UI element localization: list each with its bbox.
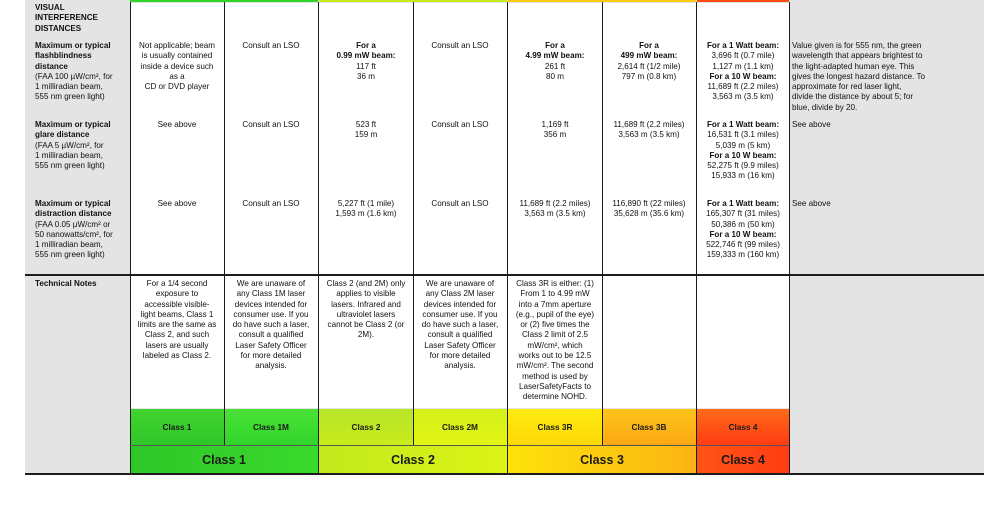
group-class-2-band [319, 446, 507, 474]
distraction-class4-cell [697, 198, 789, 272]
flash-class3b-b2: 499 mW beam: [620, 51, 678, 61]
glare-note-cell [789, 119, 984, 195]
glare-class2m-text: Consult an LSO [431, 120, 489, 129]
tech-class2-5: cannot be Class 2 (or [327, 320, 405, 330]
row-label-technical-notes [25, 278, 130, 406]
distraction-class4-1: For a 1 Watt beam: [706, 199, 780, 208]
tech-class1-4: light beams, Class 1 [140, 309, 214, 319]
distraction-class2m-cell [413, 198, 507, 272]
flash-class3r-b1: For a [545, 41, 565, 50]
distraction-sub-3: 1 milliradian beam, [35, 240, 103, 250]
tech-class2m-9: analysis. [444, 361, 476, 371]
flash-class1m-text: Consult an LSO [242, 41, 300, 50]
glare-class3r-2: 356 m [543, 130, 567, 140]
tech-class3r-7: mW/cm², which [527, 340, 583, 350]
flash-class3b-1: 2,614 ft (1/2 mile) [617, 61, 681, 71]
glare-class1m-text: Consult an LSO [242, 120, 300, 129]
flash-class4-5: 11,689 ft (2.2 miles) [707, 82, 779, 92]
tech-class1m-6: consult a qualified [238, 330, 304, 340]
section-label [25, 2, 130, 36]
class-4-band [697, 409, 789, 445]
tech-label: Technical Notes [35, 279, 97, 288]
flash-class1-5: CD or DVD player [144, 82, 210, 92]
tech-class3r-3: into a 7mm aperture [518, 299, 592, 309]
rule-v-4 [413, 2, 414, 445]
glare-class3r-1: 1,169 ft [541, 120, 569, 129]
flash-class1m-cell [224, 40, 318, 116]
flash-class3b-b1: For a [639, 41, 659, 50]
distraction-sub-1: (FAA 0.05 µW/cm² or [35, 219, 111, 229]
tech-class3r-2: From 1 to 4.99 mW [520, 289, 590, 299]
class4-top-bar [697, 0, 789, 2]
tech-class2m-3: devices intended for [423, 299, 497, 309]
glare-class3b-2: 3,563 m (3.5 km) [618, 130, 680, 140]
tech-class2m-1: We are unaware of [425, 279, 495, 288]
tech-class1-7: lasers are usually [145, 340, 209, 350]
distraction-class1m-text: Consult an LSO [242, 199, 300, 208]
tech-class1m-5: do have such a laser, [232, 320, 310, 330]
flash-class1-3: inside a device such [140, 61, 214, 71]
flash-note-5: approximate for red laser light, [792, 82, 902, 92]
rule-v-3 [318, 2, 319, 474]
tech-class3r-11: LaserSafetyFacts to [519, 381, 591, 391]
rule-v-2 [224, 2, 225, 445]
tech-class1-cell [130, 278, 224, 406]
rule-h-bottom [25, 473, 984, 475]
flash-class3r-cell [508, 40, 602, 116]
class-1m-band [224, 409, 318, 445]
tech-class1m-7: Laser Safety Officer [235, 340, 307, 350]
glare-class2-1: 523 ft [355, 120, 377, 129]
glare-class2-cell [319, 119, 413, 195]
group-class-3-label: Class 3 [580, 453, 624, 467]
tech-class2-6: 2M). [357, 330, 375, 340]
row-label-distraction [25, 198, 130, 272]
tech-class3r-4: (e.g., pupil of the eye) [515, 309, 595, 319]
distraction-class3r-1: 11,689 ft (2.2 miles) [519, 199, 591, 208]
tech-class1-8: labeled as Class 2. [142, 351, 212, 361]
tech-class3r-10: method is used by [522, 371, 588, 381]
distraction-label-1: Maximum or typical [35, 199, 111, 208]
flash-note-3: the light-adapted human eye. This [792, 61, 915, 71]
tech-class2-2: applies to visible [336, 289, 396, 299]
glare-class1-cell [130, 119, 224, 195]
glare-note-text: See above [792, 120, 831, 129]
flash-class1-4: as a [169, 71, 185, 81]
flash-note-1: Value given is for 555 nm, the green [792, 41, 922, 50]
tech-class1-3: accessible visible- [144, 299, 210, 309]
distraction-class4-5: 522,746 ft (99 miles) [706, 240, 780, 250]
tech-class2m-cell [413, 278, 507, 406]
rule-h-bands [130, 445, 789, 446]
glare-sub-3: 555 nm green light) [35, 161, 105, 171]
glare-class2-2: 159 m [354, 130, 378, 140]
flash-sub-3: 555 nm green light) [35, 92, 105, 102]
flash-class3b-cell [602, 40, 696, 116]
distraction-class2-cell [319, 198, 413, 272]
tech-class1m-8: for more detailed [240, 351, 302, 361]
tech-class3r-9: mW/cm². The second [516, 361, 594, 371]
tech-class1m-3: devices intended for [234, 299, 308, 309]
class-1m-band-label: Class 1M [253, 422, 289, 432]
flash-class1-1: Not applicable; beam [138, 41, 216, 50]
distraction-class1m-cell [224, 198, 318, 272]
tech-class1m-cell [224, 278, 318, 406]
tech-class3r-cell [508, 278, 602, 406]
tech-class3r-5: or (2) five times the [520, 320, 590, 330]
class-3r-band-label: Class 3R [537, 422, 573, 432]
flash-class3r-1: 261 ft [544, 61, 566, 71]
distraction-class3r-cell [508, 198, 602, 272]
glare-class4-cell [697, 119, 789, 195]
tech-class2-3: lasers. Infrared and [331, 299, 401, 309]
distraction-class2-1: 5,227 ft (1 mile) [337, 199, 395, 208]
flash-class1-cell [130, 40, 224, 116]
rule-h-technical [25, 274, 984, 276]
glare-class1-text: See above [157, 120, 197, 129]
flash-class4-cell [697, 40, 789, 116]
tech-class1m-2: any Class 1M laser [236, 289, 306, 299]
glare-class3r-cell [508, 119, 602, 195]
flash-class4-1: For a 1 Watt beam: [706, 41, 780, 50]
distraction-sub-2: 50 nanowatts/cm², for [35, 229, 113, 239]
section-label-line-2: INTERFERENCE [35, 13, 98, 23]
group-class-4-label: Class 4 [721, 453, 765, 467]
flash-class2-cell [319, 40, 413, 116]
flash-class2m-text: Consult an LSO [431, 41, 489, 50]
flash-note-cell [789, 40, 984, 116]
distraction-class3b-cell [602, 198, 696, 272]
flash-sub-2: 1 milliradian beam, [35, 82, 103, 92]
rule-v-7 [696, 2, 697, 474]
tech-class2m-6: consult a qualified [427, 330, 493, 340]
flash-class4-6: 3,563 m (3.5 km) [712, 92, 774, 102]
row-label-glare [25, 119, 130, 195]
glare-class3b-1: 11,689 ft (2.2 miles) [613, 120, 685, 129]
tech-class3r-12: determine NOHD. [522, 392, 588, 402]
rule-v-5 [507, 2, 508, 474]
tech-class2-4: ultraviolet lasers [336, 309, 396, 319]
flash-label-1: Maximum or typical [35, 41, 111, 50]
tech-class1-1: For a 1/4 second [146, 279, 208, 288]
glare-sub-1: (FAA 5 µW/cm², for [35, 140, 104, 150]
flash-class1-2: is usually contained [141, 51, 213, 61]
class-1-band [130, 409, 224, 445]
tech-class2m-2: any Class 2M laser [425, 289, 495, 299]
tech-class2-cell [319, 278, 413, 406]
rule-v-6 [602, 2, 603, 445]
class-2m-band [413, 409, 507, 445]
group-class-1-label: Class 1 [202, 453, 246, 467]
tech-class3r-8: works out to be 12.5 [518, 351, 592, 361]
tech-class2m-7: Laser Safety Officer [424, 340, 496, 350]
rule-v-8 [789, 2, 790, 474]
glare-class4-2: 16,531 ft (3.1 miles) [707, 130, 779, 140]
flash-sub-1: (FAA 100 µW/cm², for [35, 71, 113, 81]
flash-label-3: distance [35, 61, 68, 71]
distraction-note-cell [789, 198, 984, 272]
flash-class3b-2: 797 m (0.8 km) [621, 71, 677, 81]
tech-class1m-9: analysis. [255, 361, 287, 371]
flash-class3r-2: 80 m [546, 71, 564, 81]
flash-label-2: flashblindness [35, 51, 92, 61]
glare-class4-3: 5,039 m (5 km) [715, 140, 771, 150]
group-class-2-label: Class 2 [391, 453, 435, 467]
class-2m-band-label: Class 2M [442, 422, 478, 432]
distraction-class4-4: For a 10 W beam: [709, 229, 777, 239]
flash-class2-2: 36 m [357, 71, 375, 81]
distraction-class2m-text: Consult an LSO [431, 199, 489, 208]
rule-v-1 [130, 2, 131, 474]
tech-class1-2: exposure to [155, 289, 199, 299]
distraction-class1-cell [130, 198, 224, 272]
distraction-sub-4: 555 nm green light) [35, 250, 105, 260]
tech-class2m-5: do have such a laser, [421, 320, 499, 330]
group-class-1-band [130, 446, 318, 474]
section-label-line-1: VISUAL [35, 3, 65, 12]
flash-note-2: wavelength that appears brightest to [792, 51, 923, 61]
glare-class4-6: 15,933 m (16 km) [711, 171, 775, 181]
flash-class2-b2: 0.99 mW beam: [336, 51, 396, 61]
flash-class2-1: 117 ft [356, 61, 376, 71]
distraction-class3r-2: 3,563 m (3.5 km) [524, 209, 586, 219]
tech-class2m-4: consumer use. If you [422, 309, 498, 319]
distraction-class2-2: 1,593 m (1.6 km) [335, 209, 397, 219]
glare-sub-2: 1 milliradian beam, [35, 150, 103, 160]
class-4-band-label: Class 4 [728, 422, 758, 432]
distraction-class4-3: 50,386 m (50 km) [711, 219, 775, 229]
glare-class4-4: For a 10 W beam: [709, 150, 777, 160]
distraction-class3b-2: 35,628 m (35.6 km) [613, 209, 685, 219]
class-2-band [319, 409, 413, 445]
tech-class3r-1: Class 3R is either: (1) [516, 279, 594, 288]
flash-class4-3: 1,127 m (1.1 km) [712, 61, 774, 71]
tech-class1-5: limits are the same as [137, 320, 217, 330]
section-label-line-3: DISTANCES [35, 23, 82, 33]
flash-class4-2: 3,696 ft (0.7 mile) [711, 51, 775, 61]
tech-class3r-6: Class 2 limit of 2.5 [521, 330, 589, 340]
glare-label-2: glare distance [35, 130, 90, 140]
class-3b-band-label: Class 3B [631, 422, 667, 432]
glare-class1m-cell [224, 119, 318, 195]
flash-note-6: divide the distance by about 5; for [792, 92, 914, 102]
tech-class2-1: Class 2 (and 2M) only [326, 279, 406, 288]
class-2-band-label: Class 2 [351, 422, 381, 432]
flash-class4-4: For a 10 W beam: [709, 71, 777, 81]
glare-label-1: Maximum or typical [35, 120, 111, 129]
distraction-class3b-1: 116,890 ft (22 miles) [612, 199, 686, 208]
tech-class1-6: Class 2, and such [144, 330, 210, 340]
distraction-class4-6: 159,333 m (160 km) [706, 250, 780, 260]
flash-note-4: gives the longest hazard distance. To [792, 71, 926, 81]
group-class-4-band [697, 446, 789, 474]
glare-class4-1: For a 1 Watt beam: [706, 120, 780, 129]
distraction-class4-2: 165,307 ft (31 miles) [706, 209, 780, 219]
tech-class2m-8: for more detailed [429, 351, 491, 361]
class-3r-band [508, 409, 602, 445]
group-class-3-band [508, 446, 696, 474]
class-3b-band [602, 409, 696, 445]
distraction-note-text: See above [792, 199, 831, 208]
class-1-band-label: Class 1 [162, 422, 192, 432]
glare-class2m-cell [413, 119, 507, 195]
distraction-class1-text: See above [157, 199, 197, 208]
flash-note-7: blue, divide by 20. [792, 102, 858, 112]
row-label-flashblindness [25, 40, 130, 116]
glare-class3b-cell [602, 119, 696, 195]
glare-class4-5: 52,275 ft (9.9 miles) [707, 161, 779, 171]
tech-class1m-4: consumer use. If you [233, 309, 309, 319]
flash-class3r-b2: 4.99 mW beam: [525, 51, 585, 61]
flash-class2-b1: For a [356, 41, 376, 50]
distraction-label-2: distraction distance [35, 209, 112, 219]
tech-class1m-1: We are unaware of [236, 279, 306, 288]
flash-class2m-cell [413, 40, 507, 116]
